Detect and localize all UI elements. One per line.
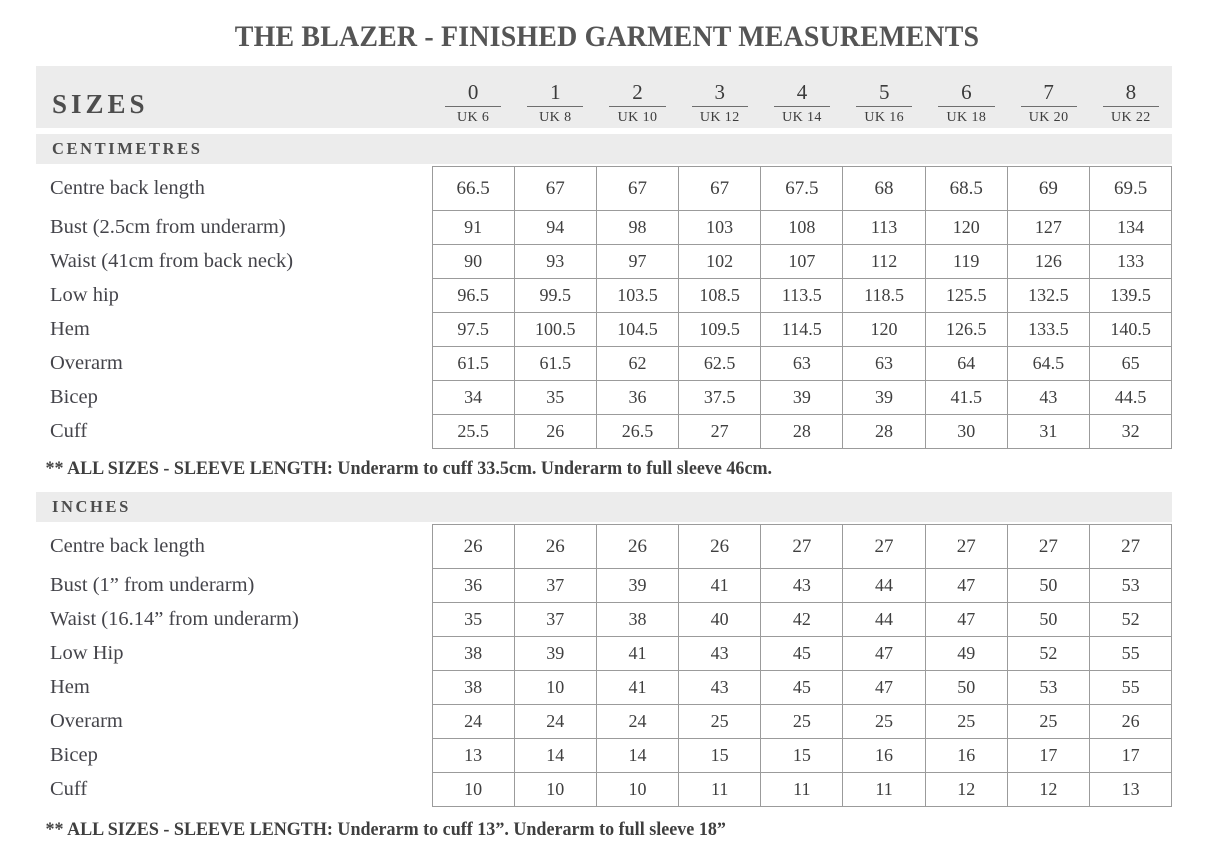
cell: 27 (925, 525, 1007, 569)
size-divider-rule (1021, 106, 1077, 107)
cell: 10 (432, 773, 514, 807)
cell: 47 (843, 637, 925, 671)
cell: 39 (761, 381, 843, 415)
size-columns (432, 81, 1172, 128)
cell: 11 (843, 773, 925, 807)
table-body (36, 167, 1172, 449)
size-column (514, 81, 596, 125)
cell: 45 (761, 671, 843, 705)
uk-size-label: UK 16 (864, 109, 905, 125)
table-row (36, 603, 1172, 637)
cell: 69.5 (1090, 167, 1172, 211)
cell: 108.5 (679, 279, 761, 313)
table-row (36, 381, 1172, 415)
row-label: Bicep (50, 386, 98, 408)
size-column (761, 81, 843, 125)
size-number: 1 (550, 79, 561, 104)
cell: 49 (925, 637, 1007, 671)
measurements-table-inches (36, 524, 1172, 807)
cell: 53 (1090, 569, 1172, 603)
row-label: Hem (50, 318, 90, 340)
cell: 41 (679, 569, 761, 603)
cell: 24 (596, 705, 678, 739)
size-number: 2 (632, 79, 643, 104)
cell: 27 (761, 525, 843, 569)
table-row (36, 705, 1172, 739)
size-column (1090, 81, 1172, 125)
cell: 24 (432, 705, 514, 739)
table-body (36, 525, 1172, 807)
cell: 41.5 (925, 381, 1007, 415)
section-spacer (36, 480, 1178, 486)
cell: 67 (596, 167, 678, 211)
table-row (36, 525, 1172, 569)
cell: 39 (843, 381, 925, 415)
table-row (36, 211, 1172, 245)
cell: 94 (514, 211, 596, 245)
cell: 63 (761, 347, 843, 381)
cell: 68.5 (925, 167, 1007, 211)
cell: 43 (1007, 381, 1089, 415)
row-label: Bicep (50, 744, 98, 766)
cell: 90 (432, 245, 514, 279)
sizes-label: SIZES (52, 89, 149, 119)
cell: 44 (843, 569, 925, 603)
uk-size-label: UK 20 (1028, 109, 1069, 125)
cell: 102 (679, 245, 761, 279)
cell: 53 (1007, 671, 1089, 705)
cell: 27 (1007, 525, 1089, 569)
cell: 25 (925, 705, 1007, 739)
cell: 64 (925, 347, 1007, 381)
cell: 100.5 (514, 313, 596, 347)
table-row (36, 313, 1172, 347)
cell: 10 (596, 773, 678, 807)
uk-size-label: UK 12 (699, 109, 740, 125)
cell: 66.5 (432, 167, 514, 211)
cell: 133 (1090, 245, 1172, 279)
uk-size-label: UK 22 (1110, 109, 1151, 125)
cell: 34 (432, 381, 514, 415)
cell: 40 (679, 603, 761, 637)
size-column (432, 81, 514, 125)
cell: 25 (843, 705, 925, 739)
cell: 25.5 (432, 415, 514, 449)
cell: 36 (596, 381, 678, 415)
uk-size-label: UK 18 (946, 109, 987, 125)
unit-label: CENTIMETRES (52, 139, 203, 158)
cell: 109.5 (679, 313, 761, 347)
cell: 119 (925, 245, 1007, 279)
size-number: 8 (1125, 79, 1137, 104)
size-divider-rule (938, 106, 994, 107)
cell: 30 (925, 415, 1007, 449)
cell: 16 (925, 739, 1007, 773)
cell: 139.5 (1090, 279, 1172, 313)
cell: 50 (925, 671, 1007, 705)
cell: 98 (596, 211, 678, 245)
sleeve-length-note-centimetres: ** ALL SIZES - SLEEVE LENGTH: Underarm to cuff 33.5cm. Underarm to full sleeve 46cm. (45, 458, 773, 479)
cell: 140.5 (1090, 313, 1172, 347)
cell: 28 (843, 415, 925, 449)
uk-size-label: UK 8 (539, 109, 572, 125)
row-label: Bust (1” from underarm) (50, 574, 255, 596)
cell: 62 (596, 347, 678, 381)
row-label: Cuff (50, 778, 88, 800)
row-label: Low hip (50, 284, 119, 306)
row-label: Cuff (50, 420, 88, 442)
row-label: Hem (50, 676, 90, 698)
cell: 103 (679, 211, 761, 245)
cell: 38 (596, 603, 678, 637)
cell: 43 (679, 671, 761, 705)
cell: 17 (1090, 739, 1172, 773)
cell: 127 (1007, 211, 1089, 245)
cell: 52 (1090, 603, 1172, 637)
table-row (36, 773, 1172, 807)
cell: 41 (596, 671, 678, 705)
cell: 67.5 (761, 167, 843, 211)
cell: 41 (596, 637, 678, 671)
size-column (679, 81, 761, 125)
sizes-header-band (36, 66, 1172, 128)
cell: 13 (432, 739, 514, 773)
cell: 91 (432, 211, 514, 245)
size-divider-rule (1103, 106, 1159, 107)
uk-size-label: UK 10 (617, 109, 658, 125)
cell: 27 (679, 415, 761, 449)
cell: 113.5 (761, 279, 843, 313)
cell: 67 (514, 167, 596, 211)
cell: 65 (1090, 347, 1172, 381)
size-column (925, 81, 1007, 125)
measurements-table-centimetres (36, 166, 1172, 449)
cell: 62.5 (679, 347, 761, 381)
cell: 37 (514, 603, 596, 637)
cell: 10 (514, 671, 596, 705)
cell: 27 (843, 525, 925, 569)
cell: 63 (843, 347, 925, 381)
cell: 125.5 (925, 279, 1007, 313)
cell: 39 (514, 637, 596, 671)
cell: 38 (432, 637, 514, 671)
cell: 37.5 (679, 381, 761, 415)
cell: 67 (679, 167, 761, 211)
cell: 26.5 (596, 415, 678, 449)
size-divider-rule (774, 106, 830, 107)
cell: 25 (1007, 705, 1089, 739)
size-divider-rule (527, 106, 583, 107)
cell: 113 (843, 211, 925, 245)
cell: 120 (925, 211, 1007, 245)
cell: 24 (514, 705, 596, 739)
cell: 11 (761, 773, 843, 807)
size-divider-rule (609, 106, 665, 107)
cell: 50 (1007, 569, 1089, 603)
row-label: Centre back length (50, 535, 205, 557)
cell: 25 (679, 705, 761, 739)
cell: 55 (1090, 637, 1172, 671)
size-number: 0 (467, 79, 479, 104)
cell: 61.5 (432, 347, 514, 381)
table-row (36, 671, 1172, 705)
cell: 37 (514, 569, 596, 603)
table-row (36, 347, 1172, 381)
cell: 68 (843, 167, 925, 211)
size-column (1008, 81, 1090, 125)
cell: 14 (514, 739, 596, 773)
cell: 39 (596, 569, 678, 603)
cell: 43 (761, 569, 843, 603)
table-row (36, 739, 1172, 773)
table-row (36, 415, 1172, 449)
cell: 15 (679, 739, 761, 773)
cell: 12 (925, 773, 1007, 807)
cell: 64.5 (1007, 347, 1089, 381)
uk-size-label: UK 6 (456, 109, 490, 125)
cell: 47 (925, 569, 1007, 603)
cell: 44 (843, 603, 925, 637)
cell: 35 (514, 381, 596, 415)
row-label: Bust (2.5cm from underarm) (50, 216, 286, 238)
cell: 26 (679, 525, 761, 569)
cell: 120 (843, 313, 925, 347)
cell: 126.5 (925, 313, 1007, 347)
table-row (36, 569, 1172, 603)
cell: 43 (679, 637, 761, 671)
cell: 11 (679, 773, 761, 807)
size-column (596, 81, 678, 125)
cell: 47 (843, 671, 925, 705)
cell: 52 (1007, 637, 1089, 671)
cell: 26 (596, 525, 678, 569)
size-divider-rule (692, 106, 748, 107)
table-row (36, 637, 1172, 671)
row-label: Overarm (50, 352, 123, 374)
cell: 97 (596, 245, 678, 279)
cell: 126 (1007, 245, 1089, 279)
cell: 44.5 (1090, 381, 1172, 415)
cell: 97.5 (432, 313, 514, 347)
cell: 17 (1007, 739, 1089, 773)
cell: 13 (1090, 773, 1172, 807)
cell: 35 (432, 603, 514, 637)
cell: 108 (761, 211, 843, 245)
size-number: 5 (878, 79, 890, 104)
size-column (843, 81, 925, 125)
cell: 31 (1007, 415, 1089, 449)
size-number: 6 (961, 79, 972, 104)
cell: 132.5 (1007, 279, 1089, 313)
cell: 10 (514, 773, 596, 807)
row-label: Waist (16.14” from underarm) (50, 608, 299, 630)
uk-size-label: UK 14 (782, 109, 822, 125)
cell: 12 (1007, 773, 1089, 807)
cell: 61.5 (514, 347, 596, 381)
cell: 69 (1007, 167, 1089, 211)
cell: 134 (1090, 211, 1172, 245)
cell: 15 (761, 739, 843, 773)
cell: 118.5 (843, 279, 925, 313)
row-label: Overarm (50, 710, 123, 732)
cell: 14 (596, 739, 678, 773)
row-label: Waist (41cm from back neck) (50, 250, 294, 272)
cell: 99.5 (514, 279, 596, 313)
cell: 47 (925, 603, 1007, 637)
cell: 93 (514, 245, 596, 279)
size-number: 7 (1043, 79, 1054, 104)
cell: 96.5 (432, 279, 514, 313)
cell: 42 (761, 603, 843, 637)
sleeve-length-note-inches: ** ALL SIZES - SLEEVE LENGTH: Underarm to cuff 13”. Underarm to full sleeve 18” (45, 819, 726, 840)
cell: 26 (514, 525, 596, 569)
cell: 26 (432, 525, 514, 569)
page-title: THE BLAZER - FINISHED GARMENT MEASUREMENTS (234, 20, 980, 53)
cell: 25 (761, 705, 843, 739)
cell: 103.5 (596, 279, 678, 313)
cell: 36 (432, 569, 514, 603)
cell: 133.5 (1007, 313, 1089, 347)
cell: 114.5 (761, 313, 843, 347)
size-number: 4 (796, 79, 808, 104)
cell: 16 (843, 739, 925, 773)
row-label: Low Hip (50, 642, 124, 664)
cell: 45 (761, 637, 843, 671)
cell: 28 (761, 415, 843, 449)
cell: 104.5 (596, 313, 678, 347)
size-number: 3 (714, 79, 726, 104)
table-row (36, 245, 1172, 279)
cell: 50 (1007, 603, 1089, 637)
table-row (36, 167, 1172, 211)
cell: 26 (1090, 705, 1172, 739)
row-label: Centre back length (50, 177, 205, 199)
cell: 26 (514, 415, 596, 449)
section-header-inches (36, 492, 1172, 522)
cell: 38 (432, 671, 514, 705)
cell: 107 (761, 245, 843, 279)
cell: 32 (1090, 415, 1172, 449)
unit-label: INCHES (52, 497, 131, 516)
cell: 27 (1090, 525, 1172, 569)
cell: 55 (1090, 671, 1172, 705)
size-divider-rule (856, 106, 912, 107)
table-row (36, 279, 1172, 313)
section-header-centimetres (36, 134, 1172, 164)
size-divider-rule (445, 106, 501, 107)
cell: 112 (843, 245, 925, 279)
